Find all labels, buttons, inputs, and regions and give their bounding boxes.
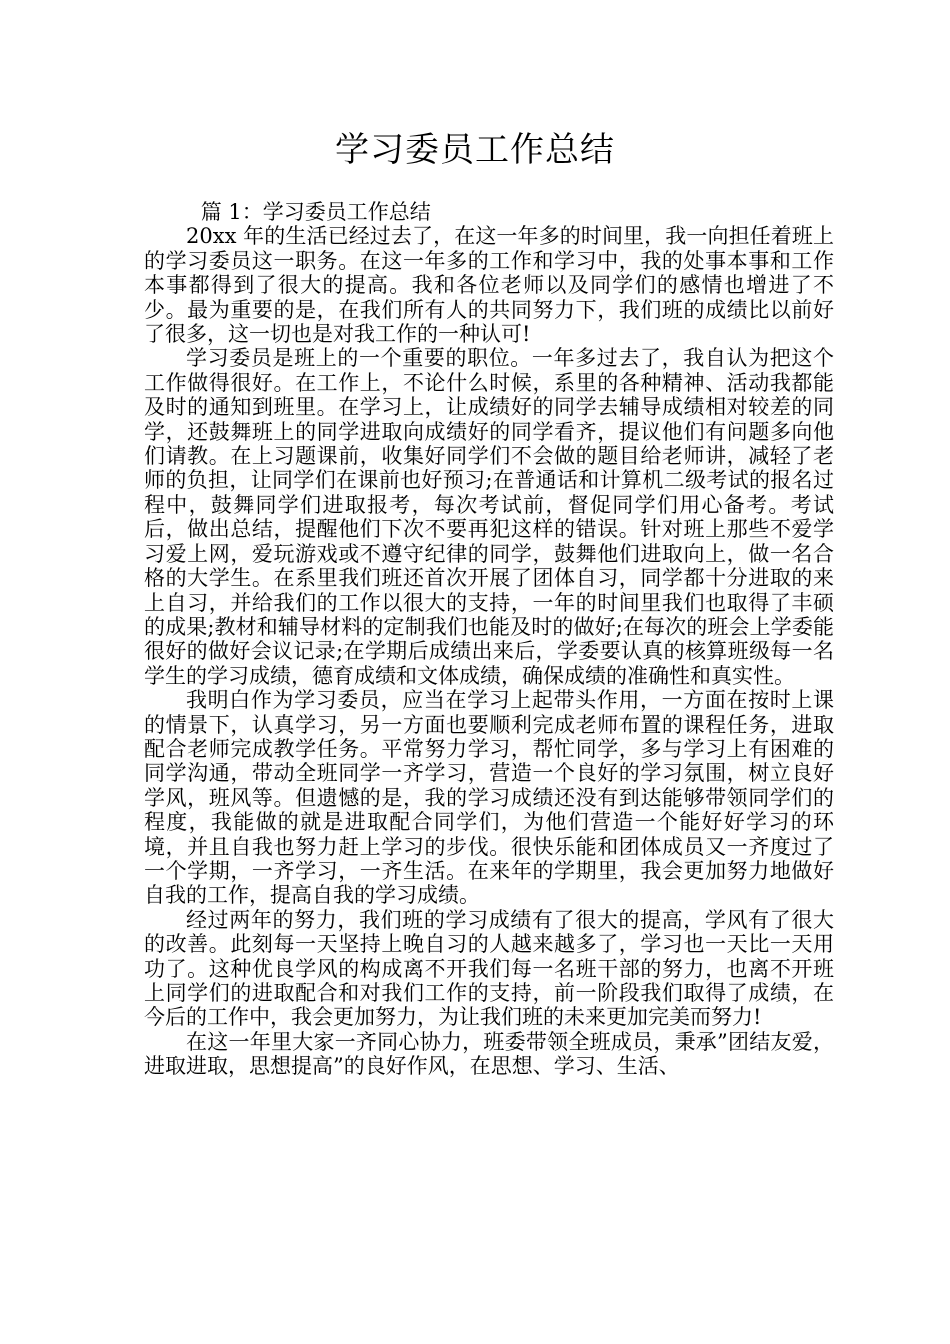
body-paragraph: 我明白作为学习委员，应当在学习上起带头作用，一方面在按时上课的情景下，认真学习，另一方面也要顺利完成老师布置的课程任务，进取配合老师完成教学任务。平常努力学习，帮忙同学，多与学习上有困难的同学沟通，带动全班同学一齐学习，营造一个良好的学习氛围，树立良好学风，班风等。但遗憾的是，我的学习成绩还没有到达能够带领同学们的程度，我能做的就是进取配合同学们，为他们营造一个能好好学习的环境，并且自我也努力赶上学习的步伐。很快乐能和团体成员又一齐度过了一个学期，一齐学习，一齐生活。在来年的学期里，我会更加努力地做好自我的工作，提高自我的学习成绩。 [144,688,834,908]
body-paragraph: 20xx 年的生活已经过去了，在这一年多的时间里，我一向担任着班上的学习委员这一职务。在这一年多的工作和学习中，我的处事本事和工作本事都得到了很大的提高。我和各位老师以及同学们的感情也增进了不少。最为重要的是，在我们所有人的共同努力下，我们班的成绩比以前好了很多，这一切也是对我工作的一种认可! [144,224,834,347]
body-paragraph: 经过两年的努力，我们班的学习成绩有了很大的提高，学风有了很大的改善。此刻每一天坚持上晚自习的人越来越多了，学习也一天比一天用功了。这种优良学风的构成离不开我们每一名班干部的努力，也离不开班上同学们的进取配合和对我们工作的支持，前一阶段我们取得了成绩，在今后的工作中，我会更加努力，为让我们班的未来更加完美而努力! [144,907,834,1030]
document-body [144,200,834,1079]
section-heading: 篇 1：学习委员工作总结 [200,200,431,224]
body-paragraph: 在这一年里大家一齐同心协力，班委带领全班成员，秉承”团结友爱，进取进取，思想提高”的良好作风，在思想、学习、生活、 [144,1029,834,1079]
document-title: 学习委员工作总结 [335,130,615,170]
body-paragraph: 学习委员是班上的一个重要的职位。一年多过去了，我自认为把这个工作做得很好。在工作上，不论什么时候，系里的各种精神、活动我都能及时的通知到班里。在学习上，让成绩好的同学去辅导成绩相对较差的同学，还鼓舞班上的同学进取向成绩好的同学看齐，提议他们有问题多向他们请教。在上习题课前，收集好同学们不会做的题目给老师讲，减轻了老师的负担，让同学们在课前也好预习;在普通话和计算机二级考试的报名过程中，鼓舞同学们进取报考，每次考试前，督促同学们用心备考。考试后，做出总结，提醒他们下次不要再犯这样的错误。针对班上那些不爱学习爱上网，爱玩游戏或不遵守纪律的同学，鼓舞他们进取向上，做一名合格的大学生。在系里我们班还首次开展了团体自习，同学都十分进取的来上自习，并给我们的工作以很大的支持，一年的时间里我们也取得了丰硕的成果;教材和辅导材料的定制我们也能及时的做好;在每次的班会上学委能很好的做好会议记录;在学期后成绩出来后，学委要认真的核算班级每一名学生的学习成绩，德育成绩和文体成绩，确保成绩的准确性和真实性。 [144,346,834,688]
